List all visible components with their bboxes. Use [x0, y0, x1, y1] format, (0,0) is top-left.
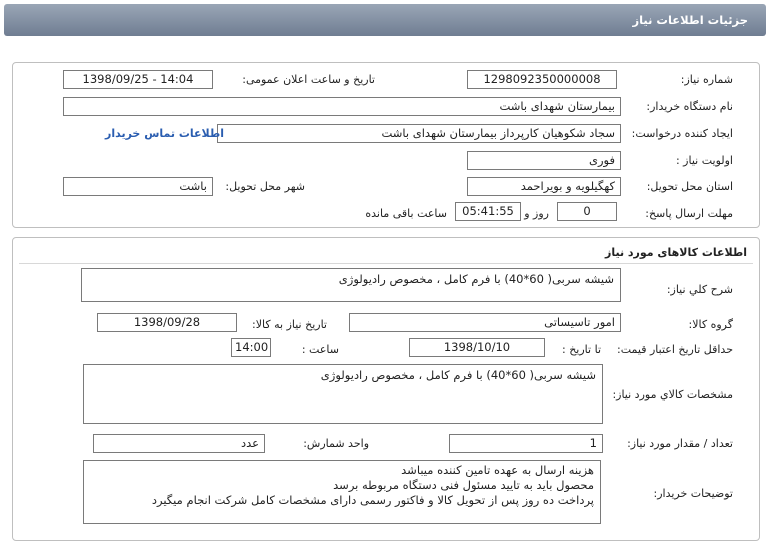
- goods-group-label: گروه کالا:: [688, 318, 733, 331]
- need-date-field[interactable]: 1398/09/28: [97, 313, 237, 332]
- buyer-notes-field[interactable]: [83, 460, 601, 524]
- delivery-city-field[interactable]: باشت: [63, 177, 213, 196]
- page-header: [4, 4, 766, 36]
- buyer-note-line: پرداخت ده روز پس از تحویل کالا و فاکتور رسمی دارای مشخصات کامل شرکت انجام میگیرد: [151, 493, 594, 507]
- quantity-label: تعداد / مقدار مورد نیاز:: [627, 437, 733, 450]
- validity-date-field[interactable]: 1398/10/10: [409, 338, 545, 357]
- until-date-label: تا تاریخ :: [562, 343, 601, 356]
- buyer-notes-label: توضیحات خریدار:: [653, 487, 733, 500]
- buyer-note-line: محصول باید به تایید مسئول فنی دستگاه مربوطه برسد: [333, 478, 594, 492]
- goods-info-panel: [12, 237, 760, 541]
- page-title: جزئیات اطلاعات نیاز: [632, 13, 748, 27]
- remaining-hours-label: ساعت باقی مانده: [365, 207, 447, 220]
- section-divider: [19, 263, 753, 264]
- validity-time-field[interactable]: 14:00: [231, 338, 271, 357]
- priority-field[interactable]: فوری: [467, 151, 621, 170]
- buyer-contact-link[interactable]: اطلاعات تماس خریدار: [105, 127, 225, 140]
- goods-group-field[interactable]: امور تاسیساتی: [349, 313, 621, 332]
- remaining-days-field[interactable]: 0: [557, 202, 617, 221]
- general-description-field[interactable]: شیشه سربی( 60*40) با فرم کامل ، مخصوص رادیولوژی: [81, 268, 621, 302]
- need-info-panel: [12, 62, 760, 228]
- delivery-province-label: استان محل تحویل:: [646, 180, 733, 193]
- buyer-name-label: نام دستگاه خریدار:: [646, 100, 733, 113]
- validity-hour-label: ساعت :: [301, 343, 339, 356]
- general-description-label: شرح کلي نياز:: [666, 283, 733, 296]
- priority-label: اولویت نیاز :: [675, 154, 733, 167]
- price-validity-label: حداقل تاریخ اعتبار قیمت:: [617, 343, 733, 356]
- request-creator-label: ایجاد کننده درخواست:: [631, 127, 733, 140]
- buyer-name-field[interactable]: بیمارستان شهدای باشت: [63, 97, 621, 116]
- delivery-city-label: شهر محل تحویل:: [225, 180, 305, 193]
- unit-field[interactable]: عدد: [93, 434, 265, 453]
- days-and-label: روز و: [524, 207, 549, 220]
- need-date-label: تاریخ نیاز به کالا:: [252, 318, 327, 331]
- remaining-time-field[interactable]: 05:41:55: [455, 202, 521, 221]
- goods-specs-field[interactable]: شیشه سربی( 60*40) با فرم کامل ، مخصوص رادیولوژی: [83, 364, 603, 424]
- goods-specs-label: مشخصات کالاي مورد نياز:: [612, 388, 733, 401]
- announce-date-label: تاریخ و ساعت اعلان عمومی:: [242, 73, 375, 86]
- announce-date-field[interactable]: 1398/09/25 - 14:04: [63, 70, 213, 89]
- need-number-label: شماره نیاز:: [680, 73, 733, 86]
- response-deadline-label: مهلت ارسال پاسخ:: [645, 207, 733, 220]
- unit-label: واحد شمارش:: [303, 437, 369, 450]
- request-creator-field[interactable]: سجاد شکوهیان کارپرداز بیمارستان شهدای باشت: [217, 124, 621, 143]
- delivery-province-field[interactable]: کهگیلویه و بویراحمد: [467, 177, 621, 196]
- buyer-note-line: هزینه ارسال به عهده تامین کننده میباشد: [401, 463, 594, 477]
- quantity-field[interactable]: 1: [449, 434, 603, 453]
- need-number-field[interactable]: 1298092350000008: [467, 70, 617, 89]
- goods-section-title: اطلاعات کالاهای مورد نیاز: [605, 246, 747, 259]
